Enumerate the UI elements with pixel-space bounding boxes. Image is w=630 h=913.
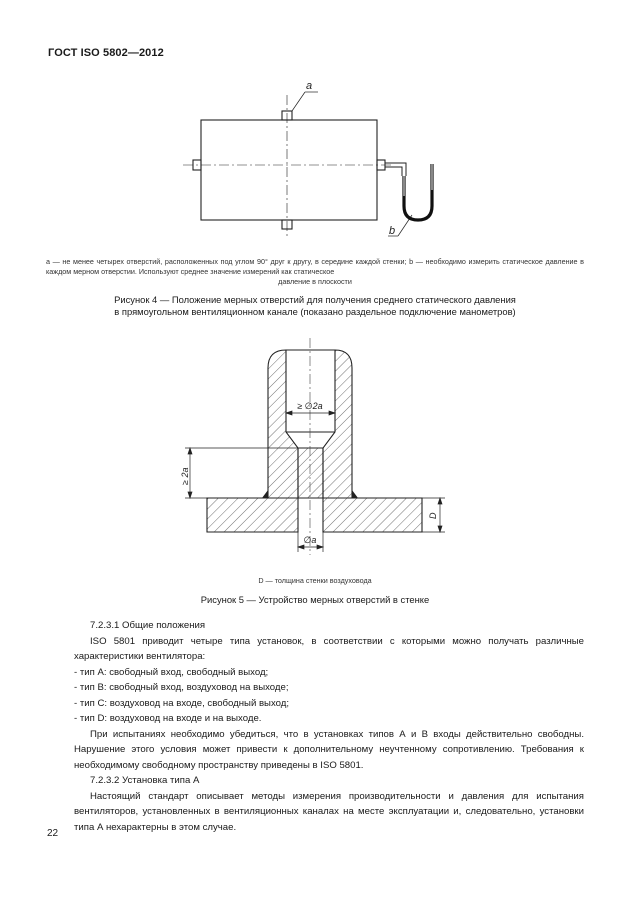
label-a: a: [306, 80, 313, 92]
figure-4-caption: [40, 294, 590, 318]
duct-cross-section: [201, 120, 377, 220]
figure-4-note-line-2: давление в плоскости: [278, 277, 352, 286]
label-b: b: [389, 225, 396, 237]
dim-top: ≥ ∅2a: [297, 401, 323, 411]
section-heading-2: 7.2.3.2 Установка типа А: [90, 775, 200, 786]
dim-bottom: ∅a: [303, 535, 317, 545]
boss-left: [268, 350, 298, 498]
figure-5-legend: D — толщина стенки воздуховода: [258, 576, 372, 585]
list-item: - тип С: воздуховод на входе, свободный выход;: [74, 697, 290, 709]
figure-4-caption-line-2: в прямоугольном вентиляционном канале (показано раздельное подключение манометров): [114, 306, 516, 317]
u-tube-manometer: [404, 164, 432, 220]
dim-left: ≥ 2a: [180, 467, 190, 485]
paragraph-2: При испытаниях необходимо убедиться, что в установках типов А и В входы действительно свободны. Нарушение этого условия может привести к дополнительному неучтенному сопротивлению. Требования к необходимому свободному пространству приведены в ISO 5801.: [74, 728, 584, 771]
figure-4-note-line-1: a — не менее четырех отверстий, расположенных под углом 90° друг к другу, в середине каждой стенки; b — необходимо измерить статическое давление в каждом мерном отверстии. Используют среднее значение измерений как статическое: [46, 257, 584, 276]
figure-5-diagram: [0, 330, 630, 560]
list-item: - тип D: воздуховод на входе и на выходе.: [74, 713, 262, 724]
paragraph-3: Настоящий стандарт описывает методы измерения производительности и давления для испытания вентиляторов, установленных в вентиляционных каналах на месте эксплуатации и, следовательно, установки типа А нехарактерны в этом случае.: [74, 790, 584, 833]
wall-plate: [207, 448, 422, 532]
document-header: ГОСТ ISO 5802—2012: [48, 47, 164, 59]
list-item: - тип В: свободный вход, воздуховод на выходе;: [74, 682, 289, 693]
figure-5-caption: Рисунок 5 — Устройство мерных отверстий в стенке: [200, 594, 430, 605]
list-item: - тип А: свободный вход, свободный выход;: [74, 666, 269, 678]
page-number: 22: [47, 828, 59, 839]
figure-4-caption-line-1: Рисунок 4 — Положение мерных отверстий для получения среднего статического давления: [114, 294, 516, 305]
section-heading-1: 7.2.3.1 Общие положения: [90, 620, 206, 631]
paragraph-1: ISO 5801 приводит четыре типа установок, в соответствии с которыми можно получать различные характеристики вентилятора:: [74, 635, 584, 662]
dim-right: D: [428, 512, 438, 519]
boss-right: [323, 350, 352, 498]
figure-4-note: [46, 257, 584, 287]
body-text: [74, 618, 584, 835]
figure-4-diagram: [0, 0, 630, 260]
